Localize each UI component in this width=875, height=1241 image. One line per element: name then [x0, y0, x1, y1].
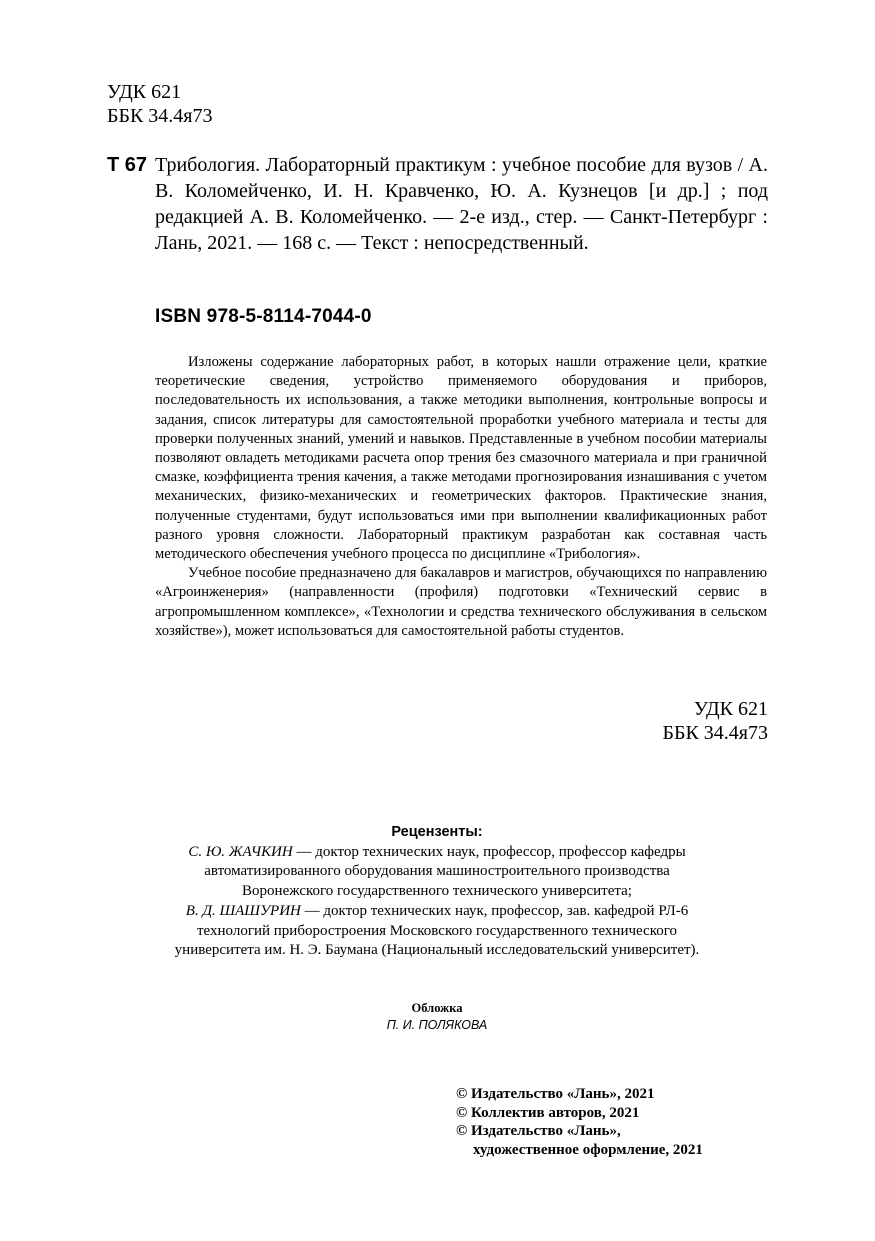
reviewer-line: Воронежского государственного технического университета;	[242, 883, 632, 900]
reviewer-name: С. Ю. ЖАЧКИН	[188, 843, 293, 860]
reviewer-line: технологий приборостроения Московского государственного технического	[196, 922, 678, 939]
udk-code: УДК 621	[107, 81, 182, 103]
bibliographic-record: Трибология. Лабораторный практикум : учебное пособие для вузов / А. В. Коломейченко, И. Н. Кравченко, Ю. А. Кузнецов [и др.] ; под редакцией А. В. Коломейченко. — 2-е изд., стер. — Санкт-Петербург : Лань, 2021. — 168 с. — Текст : непосредственный.	[155, 154, 768, 254]
bbk-code: ББК 34.4я73	[107, 105, 213, 127]
copyright-block	[456, 1085, 703, 1159]
cover-heading: Обложка	[411, 1001, 463, 1015]
classification-bottom	[560, 697, 768, 745]
classification-top	[107, 80, 213, 128]
cover-designer: П. И. ПОЛЯКОВА	[386, 1018, 488, 1032]
reviewer-line: — доктор технических наук, профессор, зав. кафедрой РЛ-6	[300, 902, 689, 919]
cover-credit	[107, 1000, 767, 1034]
reviewer-line: — доктор технических наук, профессор, профессор кафедры	[292, 843, 686, 860]
bbk-code: ББК 34.4я73	[662, 722, 768, 744]
reviewers-heading: Рецензенты:	[391, 824, 483, 840]
copyright-line: © Издательство «Лань»,	[456, 1123, 621, 1139]
author-mark: Т 67	[107, 154, 148, 176]
reviewer-entry	[107, 843, 767, 902]
reviewers-block	[107, 823, 767, 961]
reviewer-entry	[107, 902, 767, 961]
reviewer-line: университета им. Н. Э. Баумана (Национальный исследовательский университет).	[174, 942, 700, 959]
abstract	[155, 353, 767, 641]
abstract-paragraph: Учебное пособие предназначено для бакалавров и магистров, обучающихся по направлению «Агроинженерия» (направленности (профиля) подготовки «Технический сервис в агропромышленном комплексе», «Технологии и средства технического обслуживания в сельском хозяйстве»), может использоваться для самостоятельной работы студентов.	[155, 565, 767, 639]
reviewer-name: В. Д. ШАШУРИН	[185, 902, 301, 919]
copyright-line: © Коллектив авторов, 2021	[456, 1104, 640, 1121]
abstract-paragraph: Изложены содержание лабораторных работ, в которых нашли отражение цели, краткие теоретические сведения, устройство применяемого оборудования и приборов, последовательность их использования, а также методики выполнения, контрольные вопросы и задания, список литературы для самостоятельной проработки учебного материала и тесты для проверки полученных знаний, умений и навыков. Представленные в учебном пособии материалы позволяют овладеть методиками расчета опор трения без смазочного материала и при граничной смазке, коэффициента трения качения, а также методами прогнозирования изнашивания с учетом механических, физико-механических и геометрических факторов. Практические знания, полученные студентами, будут использоваться ими при выполнении квалификационных работ разного уровня сложности. Лабораторный практикум разработан как составная часть методического обеспечения учебного процесса по дисциплине «Трибология».	[155, 354, 767, 563]
udk-code: УДК 621	[693, 698, 768, 720]
copyright-line: © Издательство «Лань», 2021	[456, 1086, 655, 1102]
reviewer-line: автоматизированного оборудования машиностроительного производства	[204, 863, 670, 880]
isbn: ISBN 978-5-8114-7044-0	[155, 306, 372, 327]
copyright-line: художественное оформление, 2021	[473, 1141, 703, 1158]
